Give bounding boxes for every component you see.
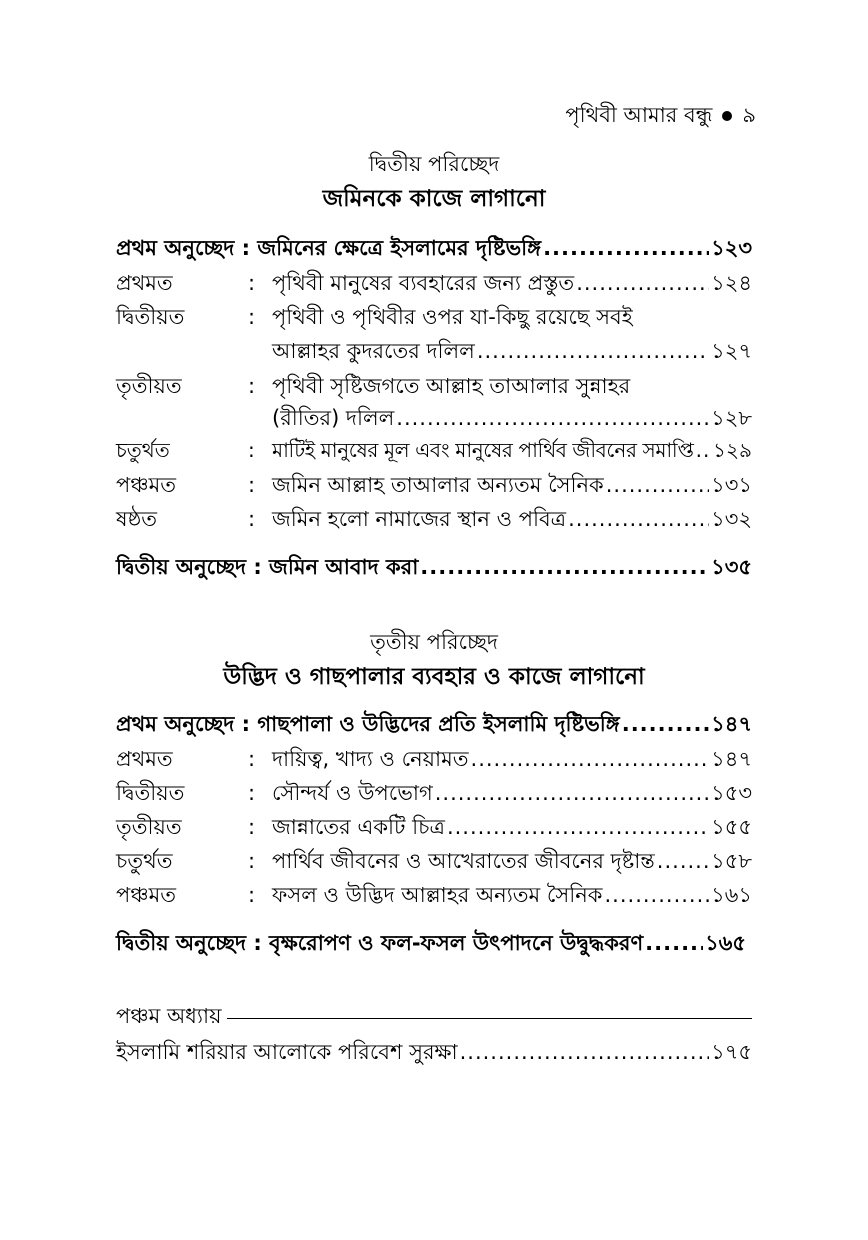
entry-title-continued: (রীতির) দলিল: [272, 406, 395, 430]
entry-title: গাছপালা ও উদ্ভিদের প্রতি ইসলামি দৃষ্টিভঙ্গি: [257, 712, 620, 736]
dot-leader: [477, 339, 709, 363]
entry-title: জান্নাতের একটি চিত্র: [272, 815, 445, 839]
entry-page: ১৫৫: [711, 815, 752, 839]
entry-label: চতুর্থত: [116, 438, 170, 462]
entry-title: পৃথিবী ও পৃথিবীর ওপর যা-কিছু রয়েছে সবই: [272, 305, 633, 329]
entry-label: পঞ্চমত: [116, 883, 177, 907]
toc-entry-section[interactable]: [116, 551, 752, 581]
dot-leader: [696, 438, 711, 462]
entry-title: জমিনের ক্ষেত্রে ইসলামের দৃষ্টিভঙ্গি: [257, 236, 542, 260]
section-label: প্রথম অনুচ্ছেদ :: [116, 236, 251, 260]
chapter3-title: উদ্ভিদ ও গাছপালার ব্যবহার ও কাজে লাগানো: [223, 664, 645, 690]
dot-leader: [657, 849, 709, 873]
entry-title: বৃক্ষরোপণ ও ফল-ফসল উৎপাদনে উদ্বুদ্ধকরণ: [269, 931, 644, 955]
toc-entry[interactable]: [116, 879, 752, 909]
heading-rule: [227, 1018, 752, 1019]
toc-entry[interactable]: [116, 503, 752, 533]
entry-page: ১২৪: [711, 271, 752, 295]
dot-leader: [447, 815, 709, 839]
entry-title: দায়িত্ব, খাদ্য ও নেয়ামত: [272, 747, 469, 771]
dot-leader: [460, 1040, 709, 1064]
entry-page: ১৬৫: [705, 931, 746, 955]
entry-page: ১৪৭: [711, 747, 752, 771]
entry-label: দ্বিতীয়ত: [116, 305, 185, 329]
running-head-title: পৃথিবী আমার বন্ধু: [565, 103, 713, 127]
entry-page: ১২৯: [713, 438, 752, 462]
chapter2-label: দ্বিতীয় পরিচ্ছেদ: [368, 152, 500, 176]
entry-colon: :: [248, 374, 256, 398]
entry-title: পৃথিবী সৃষ্টিজগতে আল্লাহ তাআলার সুন্নাহর: [272, 374, 631, 398]
entry-colon: :: [248, 849, 256, 873]
toc-entry[interactable]: [116, 469, 752, 499]
entry-colon: :: [248, 747, 256, 771]
dot-leader: [420, 555, 709, 579]
entry-page: ১৬১: [711, 883, 752, 907]
entry-title: জমিন আল্লাহ তাআলার অন্যতম সৈনিক: [272, 473, 604, 497]
entry-label: প্রথমত: [116, 747, 173, 771]
section-label: প্রথম অনুচ্ছেদ :: [116, 712, 251, 736]
entry-title: জমিন আবাদ করা: [269, 555, 419, 579]
entry-colon: :: [248, 507, 256, 531]
chapter5-label: পঞ্চম অধ্যায়: [116, 1004, 222, 1028]
page-number: ৯: [742, 103, 756, 127]
entry-page: ১৪৭: [711, 712, 752, 736]
dot-leader: [645, 931, 703, 955]
toc-entry[interactable]: [116, 777, 752, 807]
entry-page: ১৩১: [711, 473, 752, 497]
toc-entry[interactable]: [116, 1036, 752, 1066]
toc-entry[interactable]: [116, 267, 752, 297]
entry-colon: :: [248, 438, 255, 462]
entry-title: পৃথিবী মানুষের ব্যবহারের জন্য প্রস্তুত: [272, 271, 575, 295]
dot-leader: [568, 507, 709, 531]
dot-leader: [471, 747, 710, 771]
toc-entry-section[interactable]: [116, 927, 746, 957]
entry-page: ১৭৫: [711, 1040, 752, 1064]
entry-colon: :: [248, 883, 256, 907]
entry-label: ষষ্ঠত: [116, 507, 158, 531]
entry-label: দ্বিতীয়ত: [116, 781, 185, 805]
toc-entry[interactable]: [116, 436, 752, 466]
entry-label: তৃতীয়ত: [116, 815, 182, 839]
entry-label: পঞ্চমত: [116, 473, 177, 497]
entry-page: ১৫৩: [711, 781, 752, 805]
entry-colon: :: [248, 781, 256, 805]
entry-label: প্রথমত: [116, 271, 173, 295]
dot-leader: [435, 781, 709, 805]
entry-label: চতুর্থত: [116, 849, 173, 873]
dot-leader: [576, 271, 709, 295]
toc-entry-continuation[interactable]: [272, 402, 752, 432]
dot-leader: [622, 712, 709, 736]
entry-title: সৌন্দর্য ও উপভোগ: [272, 781, 433, 805]
entry-page: ১২৭: [711, 339, 752, 363]
chapter2-title: জমিনকে কাজে লাগানো: [322, 186, 546, 212]
chapter3-label: তৃতীয় পরিচ্ছেদ: [370, 630, 498, 654]
chapter5-heading: [116, 1000, 752, 1035]
running-head: [565, 99, 756, 134]
entry-page: ১৩২: [711, 507, 752, 531]
dot-leader: [396, 406, 709, 430]
entry-title: মাটিই মানুষের মূল এবং মানুষের পার্থিব জীবনের সমাপ্তি: [272, 438, 694, 462]
toc-entry[interactable]: [116, 845, 752, 875]
entry-page: ১৫৮: [711, 849, 752, 873]
entry-page: ১২৩: [711, 236, 752, 260]
bullet-icon: [722, 111, 732, 121]
entry-title: জমিন হলো নামাজের স্থান ও পবিত্র: [272, 507, 567, 531]
toc-entry[interactable]: [116, 370, 752, 400]
toc-entry[interactable]: [116, 811, 752, 841]
toc-entry[interactable]: [116, 743, 752, 773]
entry-page: ১২৮: [711, 406, 752, 430]
dot-leader: [605, 883, 710, 907]
entry-colon: :: [248, 473, 256, 497]
toc-entry-continuation[interactable]: [272, 335, 752, 365]
dot-leader: [606, 473, 709, 497]
toc-entry-section[interactable]: [116, 708, 752, 738]
entry-title: ফসল ও উদ্ভিদ আল্লাহর অন্যতম সৈনিক: [272, 883, 603, 907]
dot-leader: [543, 236, 709, 260]
entry-colon: :: [248, 305, 256, 329]
toc-entry-section[interactable]: [116, 232, 752, 262]
section-label: দ্বিতীয় অনুচ্ছেদ :: [116, 555, 262, 579]
entry-label: তৃতীয়ত: [116, 374, 182, 398]
entry-title: ইসলামি শরিয়ার আলোকে পরিবেশ সুরক্ষা: [116, 1040, 458, 1064]
section-label: দ্বিতীয় অনুচ্ছেদ :: [116, 931, 262, 955]
entry-title-continued: আল্লাহর কুদরতের দলিল: [272, 339, 475, 363]
entry-title: পার্থিব জীবনের ও আখেরাতের জীবনের দৃষ্টান্ত: [272, 849, 655, 873]
entry-page: ১৩৫: [711, 555, 752, 579]
toc-entry[interactable]: [116, 301, 752, 331]
entry-colon: :: [248, 271, 256, 295]
entry-colon: :: [248, 815, 256, 839]
